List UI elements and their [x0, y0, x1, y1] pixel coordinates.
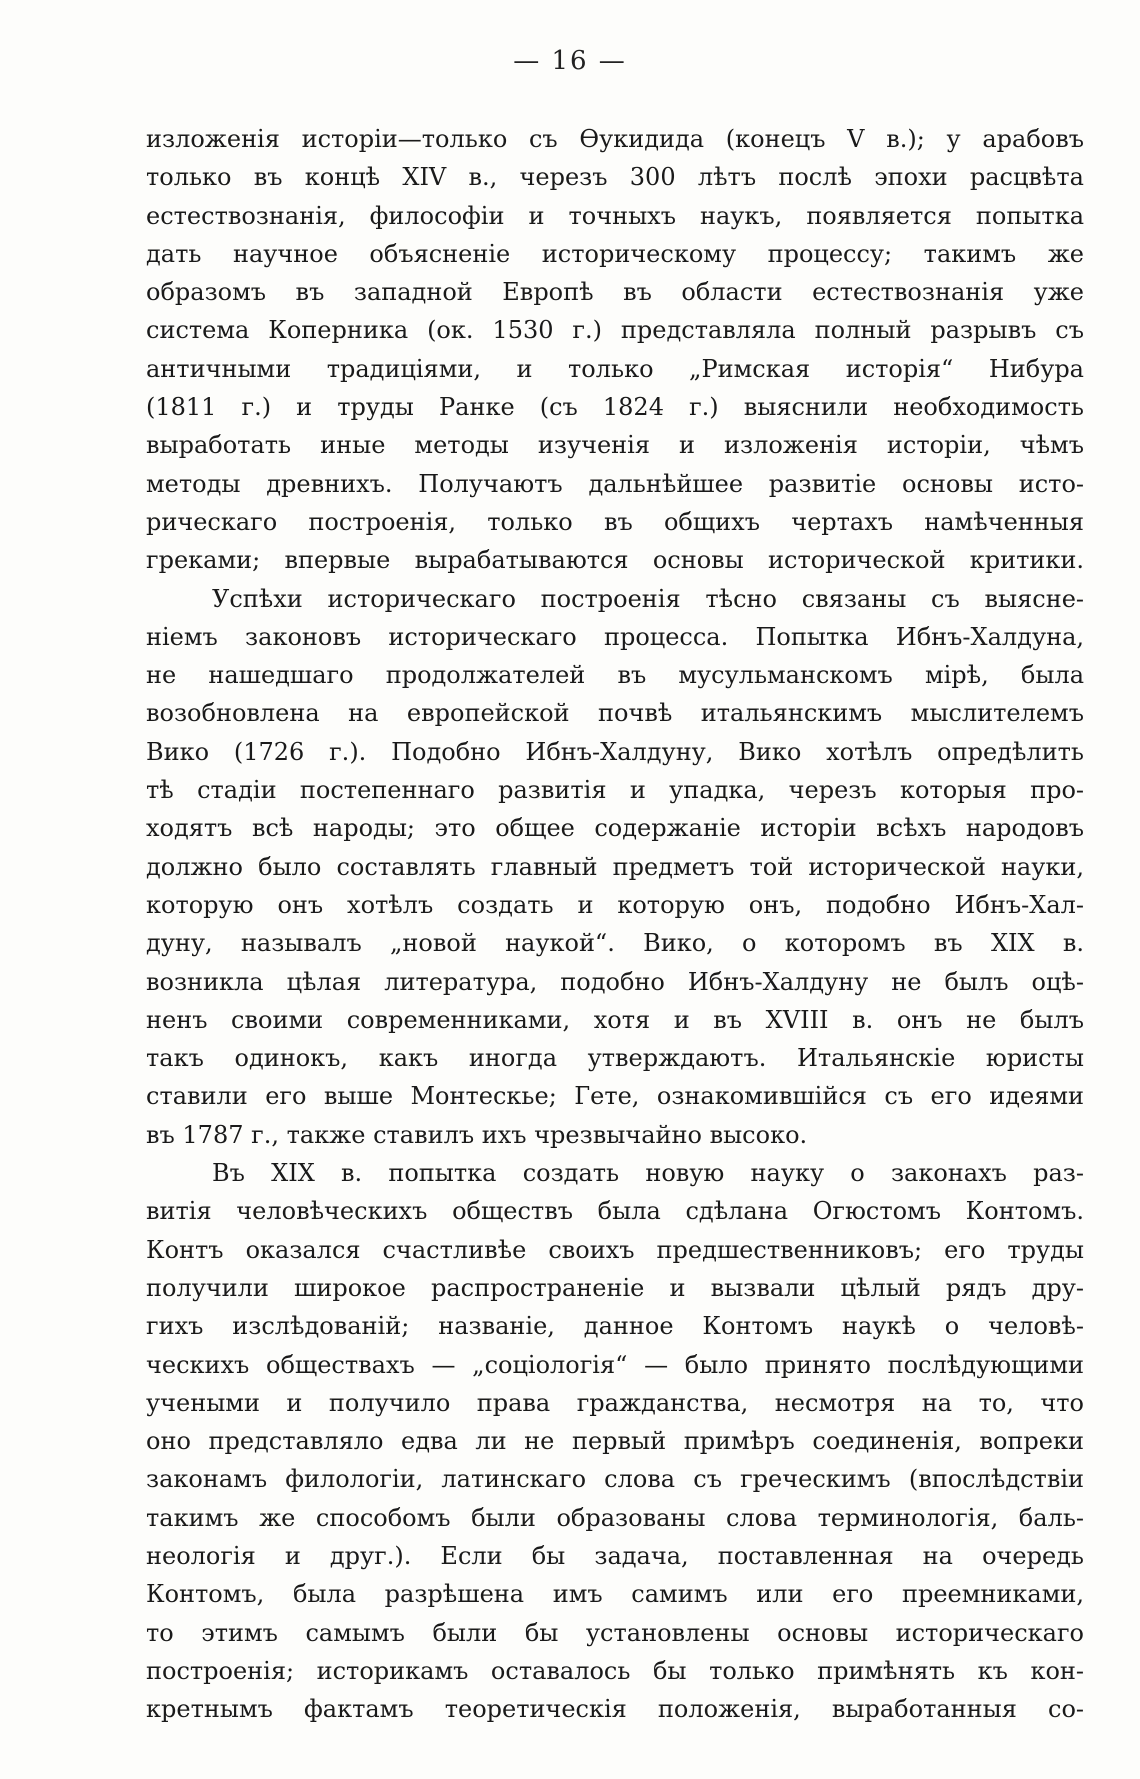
text-line: гихъ изслѣдованій; названіе, данное Контомъ наукѣ о человѣ-	[146, 1312, 1084, 1341]
text-line: возникла цѣлая литература, подобно Ибнъ-Халдуну не былъ оцѣ-	[146, 967, 1084, 996]
text-line: въ 1787 г., также ставилъ ихъ чрезвычайно высоко.	[146, 1120, 808, 1149]
text-line: изложенія исторіи—только съ Ѳукидида (конецъ V в.); у арабовъ	[146, 125, 1084, 153]
text-line: греками; впервые вырабатываются основы исторической критики.	[146, 546, 1084, 575]
text-line: законамъ филологіи, латинскаго слова съ греческимъ (впослѣдствіи	[146, 1465, 1084, 1494]
text-line: Въ XIX в. попытка создать новую науку о законахъ раз-	[212, 1159, 1084, 1188]
text-line: должно было составлять главный предметъ той исторической науки,	[146, 852, 1084, 881]
text-line: ческихъ обществахъ — „соціологія“ — было принято послѣдующими	[146, 1350, 1084, 1379]
text-line: кретнымъ фактамъ теоретическія положенія, выработанныя со-	[146, 1695, 1084, 1724]
text-line: не нашедшаго продолжателей въ мусульманскомъ мірѣ, была	[146, 661, 1084, 690]
text-line: получили широкое распространеніе и вызвали цѣлый рядъ дру-	[146, 1273, 1084, 1302]
text-line: Контомъ, была разрѣшена имъ самимъ или его преемниками,	[146, 1580, 1084, 1609]
text-line: естествознанія, философіи и точныхъ наукъ, появляется попытка	[146, 201, 1084, 230]
text-line: ставили его выше Монтескье; Гете, ознакомившійся съ его идеями	[146, 1082, 1084, 1111]
text-line: построенія; историкамъ оставалось бы только примѣнять къ кон-	[146, 1656, 1084, 1685]
text-line: дуну, называлъ „новой наукой“. Вико, о которомъ въ XIX в.	[146, 929, 1084, 958]
text-line: которую онъ хотѣлъ создать и которую онъ, подобно Ибнъ-Хал-	[146, 890, 1084, 919]
paragraph-1	[146, 120, 1084, 580]
text-line: дать научное объясненіе историческому процессу; такимъ же	[146, 239, 1084, 268]
page-number: — 16 —	[513, 46, 627, 76]
text-line: (1811 г.) и труды Ранке (съ 1824 г.) выяснили необходимость	[146, 393, 1084, 422]
text-line: только въ концѣ XIV в., черезъ 300 лѣтъ послѣ эпохи расцвѣта	[146, 163, 1084, 192]
text-line: выработать иные методы изученія и изложенія исторіи, чѣмъ	[146, 431, 1084, 460]
text-line: система Коперника (ок. 1530 г.) представляла полный разрывъ съ	[146, 316, 1084, 345]
text-line: Контъ оказался счастливѣе своихъ предшественниковъ; его труды	[146, 1235, 1084, 1264]
text-line: образомъ въ западной Европѣ въ области естествознанія уже	[146, 278, 1084, 307]
text-line: такимъ же способомъ были образованы слова терминологія, баль-	[146, 1503, 1084, 1532]
paragraph-3	[146, 1154, 1084, 1728]
text-line: оно представляло едва ли не первый примѣръ соединенія, вопреки	[146, 1427, 1084, 1456]
text-line: Успѣхи историческаго построенія тѣсно связаны съ выясне-	[212, 584, 1084, 613]
paragraph-2	[146, 580, 1084, 1154]
text-line: рическаго построенія, только въ общихъ чертахъ намѣченныя	[146, 507, 1084, 536]
text-line: античными традиціями, и только „Римская исторія“ Нибура	[146, 354, 1084, 383]
text-line: тѣ стадіи постепеннаго развитія и упадка, черезъ которыя про-	[146, 776, 1084, 805]
text-line: учеными и получило права гражданства, несмотря на то, что	[146, 1388, 1084, 1417]
body-text	[146, 120, 1084, 1728]
text-line: то этимъ самымъ были бы установлены основы историческаго	[146, 1618, 1084, 1647]
text-line: ходятъ всѣ народы; это общее содержаніе исторіи всѣхъ народовъ	[146, 814, 1084, 843]
text-line: такъ одинокъ, какъ иногда утверждаютъ. Итальянскіе юристы	[146, 1044, 1084, 1073]
text-line: ніемъ законовъ историческаго процесса. Попытка Ибнъ-Халдуна,	[146, 622, 1084, 651]
text-line: Вико (1726 г.). Подобно Ибнъ-Халдуну, Вико хотѣлъ опредѣлить	[146, 737, 1084, 766]
text-line: неологія и друг.). Если бы задача, поставленная на очередь	[146, 1541, 1084, 1570]
text-line: витія человѣческихъ обществъ была сдѣлана Огюстомъ Контомъ.	[146, 1197, 1084, 1226]
text-line: ненъ своими современниками, хотя и въ XVIII в. онъ не былъ	[146, 1005, 1084, 1034]
text-line: возобновлена на европейской почвѣ итальянскимъ мыслителемъ	[146, 699, 1084, 728]
text-line: методы древнихъ. Получаютъ дальнѣйшее развитіе основы исто-	[146, 469, 1084, 498]
